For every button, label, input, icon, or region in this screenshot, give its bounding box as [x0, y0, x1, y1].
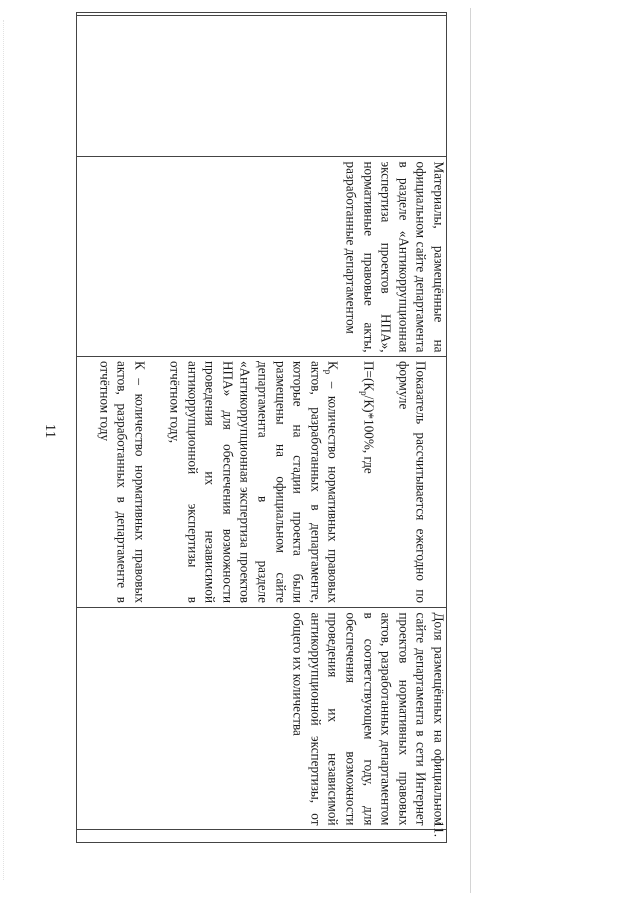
cell-source — [77, 157, 446, 356]
calculation-intro: Показатель рассчитывается ежегодно по формуле — [395, 361, 429, 603]
calculation-formula: $П=(К_р/К)*100\%$, где — [357, 361, 376, 474]
indicator-table — [76, 12, 447, 843]
page-edge-dots — [3, 20, 4, 880]
cell-row-number — [77, 820, 446, 843]
calculation-variable-kp: $К_р$ – количество нормативных правовых актов, разработанных в департаменте, которые на стадии проекта были размещены на официальном сайте департамента в разделе «Антикоррупционная экспертиза проектов НПА» для обеспечения возможности проведения их независимой антикоррупционной экспертизы в отчётном году, — [167, 361, 341, 603]
calculation-text — [76, 357, 447, 607]
cell-indicator — [77, 608, 446, 829]
indicator-text: Доля размещённых на официальном сайте департамента в сети Интернет проектов нормативных правовых актов, разработанных департаментом в соответствующем году, для обеспечения возможности проведения их независимой антикоррупционной экспертизы, от общего их количества — [290, 612, 446, 825]
calculation-variable-k: К – количество нормативных правовых актов, разработанных в департаменте в отчётном году — [96, 361, 147, 603]
source-text: Материалы, размещённые на официальном сайте департамента в разделе «Антикоррупционная экспертиза проектов НПА», нормативные правовые акты, разработанные департаментом — [343, 161, 446, 352]
cell-empty — [77, 16, 446, 156]
cell-calculation — [77, 357, 446, 607]
margin-line — [470, 8, 471, 893]
row-number: 11. — [431, 820, 446, 837]
page-number: 11 — [42, 423, 58, 439]
